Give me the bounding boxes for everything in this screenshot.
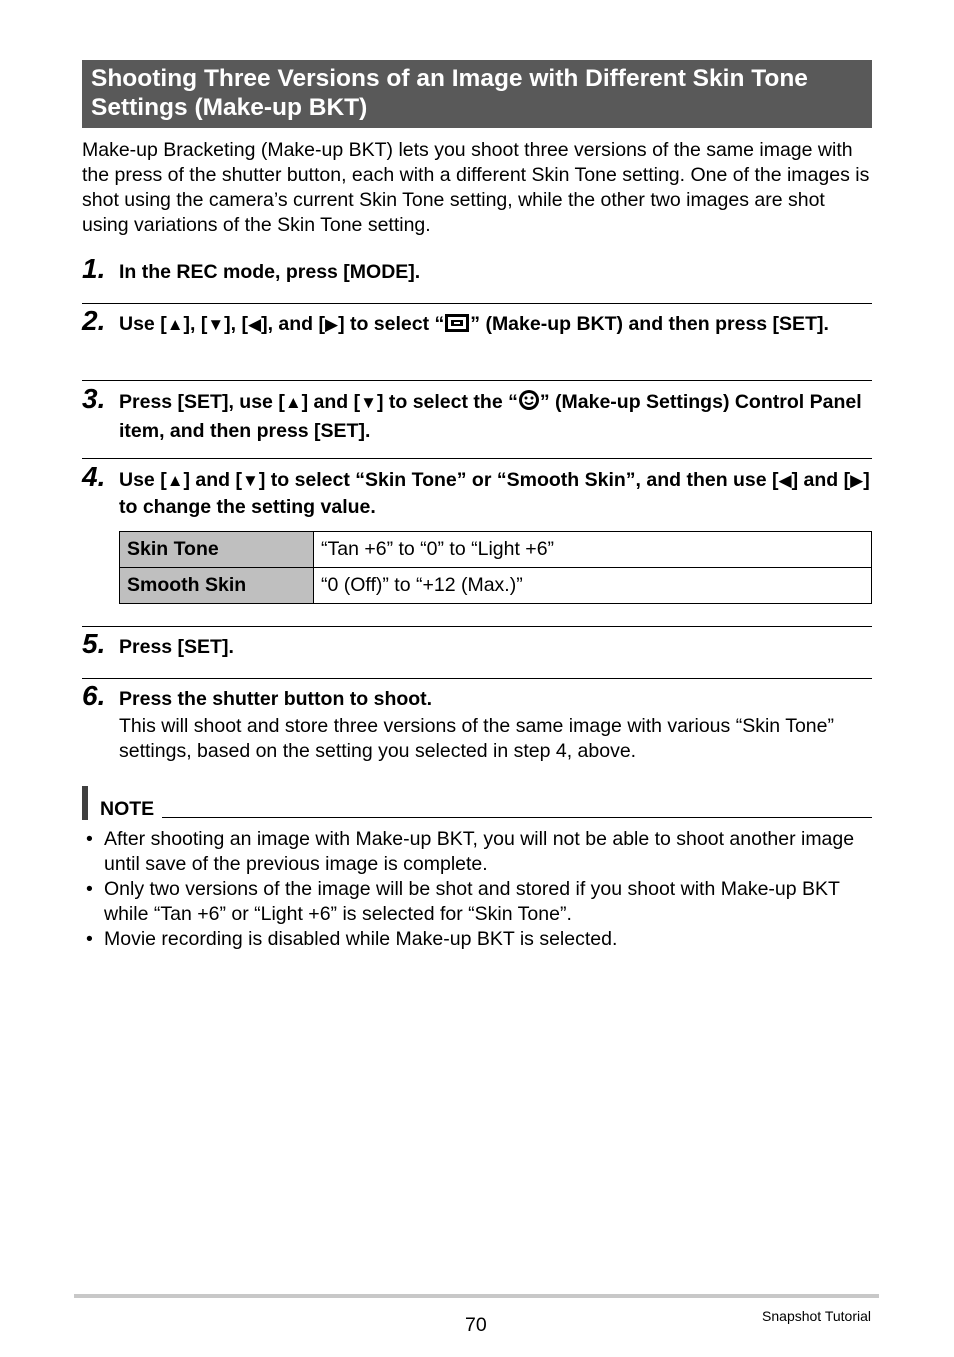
table-row [120,568,872,604]
list-item: • After shooting an image with Make-up BKT, you will not be able to shoot another image until save of the previous image is complete. [82,827,874,877]
page-title: Shooting Three Versions of an Image with Different Skin Tone Settings (Make-up BKT) [91,65,808,121]
step-text: In the REC mode, press [MODE]. [119,261,421,283]
setting-value: “Tan +6” to “0” to “Light +6” [314,532,872,568]
settings-table [119,531,872,604]
divider [82,626,872,627]
left-triangle-icon: ◀ [778,471,792,490]
setting-value: “0 (Off)” to “+12 (Max.)” [314,568,872,604]
step-text: Use [▲], [▼], [◀], and [▶] to select “ ” (Make-up BKT) and then press [SET]. [119,311,879,340]
down-triangle-icon: ▼ [242,471,259,490]
divider [82,303,872,304]
table-row [120,532,872,568]
step-number: 1. [82,253,106,284]
page-number: 70 [465,1314,487,1336]
step-text: Press [SET], use [▲] and [▼] to select the “ ” (Make-up Settings) Control Panel item, and then press [SET]. [119,391,862,442]
up-triangle-icon: ▲ [166,471,184,490]
down-triangle-icon: ▼ [207,315,225,334]
step-number: 4. [82,461,106,492]
makeup-settings-icon [518,389,540,418]
divider [82,458,872,459]
right-triangle-icon: ▶ [850,471,864,490]
step-text: Press the shutter button to shoot. [119,688,433,710]
down-triangle-icon: ▼ [360,393,377,412]
divider [82,678,872,679]
makeup-bkt-icon [444,313,470,340]
right-triangle-icon: ▶ [325,315,339,334]
section-name: Snapshot Tutorial [762,1308,871,1324]
step-text: Press [SET]. [119,636,234,658]
divider [82,380,872,381]
section-title-bar [82,60,872,128]
list-item: • Only two versions of the image will be shot and stored if you shoot with Make-up BKT while “Tan +6” or “Light +6” is selected for “Skin Tone”. [82,877,874,927]
left-triangle-icon: ◀ [248,315,262,334]
step-text: Use [▲] and [▼] to select “Skin Tone” or “Smooth Skin”, and then use [◀] and [▶] to change the setting value. [119,469,870,518]
note-divider [162,817,872,818]
up-triangle-icon: ▲ [166,315,184,334]
step-body: This will shoot and store three versions of the same image with various “Skin Tone” settings, based on the setting you selected in step 4, above. [119,715,834,762]
step-number: 2. [82,305,106,336]
setting-name: Skin Tone [120,532,314,568]
note-label: NOTE [100,798,155,820]
list-item: • Movie recording is disabled while Make-up BKT is selected. [82,927,874,952]
intro-paragraph: Make-up Bracketing (Make-up BKT) lets you shoot three versions of the same image with the press of the shutter button, each with a different Skin Tone setting. One of the images is shot using the camera’s current Skin Tone setting, while the other two images are shot using variations of the Skin Tone setting. [82,139,870,236]
setting-name: Smooth Skin [120,568,314,604]
note-list [82,827,874,952]
step-number: 5. [82,628,106,659]
step-number: 6. [82,680,106,711]
note-bar [82,786,88,820]
footer-divider [74,1294,879,1298]
step-number: 3. [82,383,106,414]
up-triangle-icon: ▲ [284,393,302,412]
